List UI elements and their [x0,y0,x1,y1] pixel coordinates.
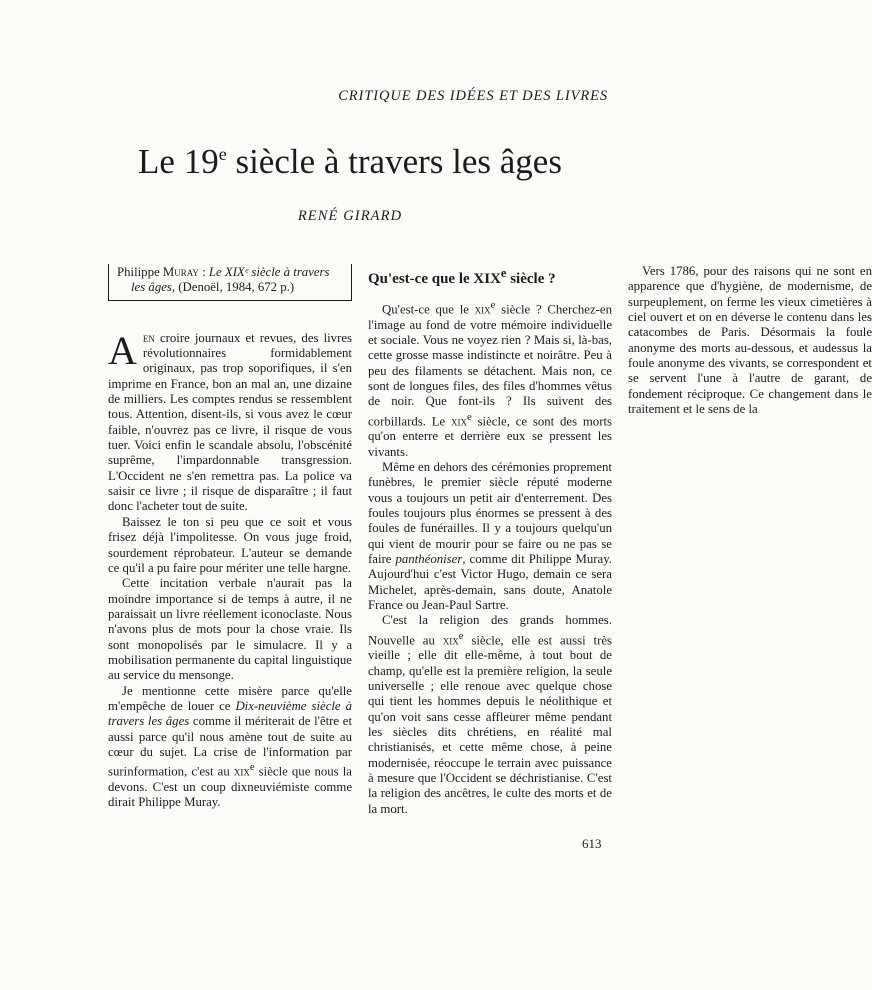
running-head: CRITIQUE DES IDÉES ET DES LIVRES [338,88,608,104]
p4-text-c: siècle que nous la devons. C'est un coup dixneuviémiste comme dirait Philippe Muray. [108,764,352,810]
p5-text-c: siècle, ce sont des morts qu'on enterre et derrière eux se pressent les vivants. [368,413,612,459]
article-title [0,142,700,182]
paragraph-7 [368,613,612,817]
heading-sup: e [500,266,507,280]
paragraph-5-start [368,298,612,460]
p7-century: xix [442,633,459,648]
p4-century: xix [233,764,250,779]
paragraph-1 [108,327,352,515]
p4-italic-title: Dix-neuvième siècle à travers les âges [108,698,352,729]
reference-author-last: Muray [162,265,199,279]
p4-text-a: Je mentionne cette misère parce qu'elle m'empêche de louer ce [108,683,352,713]
reference-book-title: Le XIXᵉ siècle à travers les âges, [131,265,330,295]
title-superscript: e [218,144,227,164]
reference-author-first: Philippe [117,265,163,279]
paragraph-3: Cette incitation verbale n'aurait pas la moindre importance si de temps à autre, il ne paraissait un livre réellement iconoclaste. Nous n'avons plus de mots pour la chose vraie. Ils sont monopolisés par le simulacre. Il y a mobilisation permanente du capital linguistique au service du mensonge. [108,576,352,683]
p5-text-b: siècle ? Cherchez-en l'image au fond de votre mémoire individuelle et sociale. Vous ne voyez rien ? Mais si, là-bas, cette grosse masse indistincte et noirâtre. Peu à peu des filaments se détachent. Mais non, ce sont de longues files, des files d'hommes vêtus de noir. Que font-ils ? Ils suivent des corbillards. Le [368,302,613,428]
paragraph-8 [628,264,872,417]
heading-text-a: Qu'est-ce que le XIX [368,271,501,287]
p7-century-sup: e [458,630,464,642]
left-column [108,264,872,834]
paragraph-4 [108,684,352,811]
p6-italic: panthéoniser [395,552,463,567]
section-heading [368,264,612,288]
book-reference [117,265,343,296]
paragraph-6 [368,460,612,613]
book-reference-box [108,264,352,301]
page-number: 613 [582,836,602,851]
p5-century-sup: e [490,300,496,311]
p1-text: croire journaux et revues, des livres révolutionnaires formidablement originaux, pas trop soporifiques, il s'en imprime en France, bon an mal an, une dizaine de milliers. Les comptes rendus se ressemblent tous. Attention, disent-ils, si vous avez le cœur faible, n'ouvrez pas ce livre, il risque de vous tuer. Voici enfin le scandale absolu, l'obscénité suprême, l'impardonnable transgression. L'Occident ne s'en remettra pas. La police va saisir ce livre ; il risque de disparaître ; il faut donc l'acheter tout de suite. [108,330,352,514]
p7-text-a: C'est la religion des grands hommes. Nouvelle au [368,613,612,648]
title-part-2: siècle à travers les âges [226,142,562,181]
p6-text-a: Même en dehors des cérémonies proprement funèbres, le premier siècle réputé moderne vous a toujours un petit air d'enterrement. Des foules toujours plus énormes se pressent à des foules de funérailles. Il y a toujours quelqu'un qui vient de mourir pour se faire ou ne pas se faire [368,459,612,567]
p8-text: Vers 1786, pour des raisons qui ne sont en apparence que d'hygiène, de modernisme, de surpeuplement, on ferme les vieux cimetières à ciel ouvert et on en déverse le contenu dans les catacombes de Paris. Désormais la foule anonyme des morts au-dessous, et audessus la foule anonyme des vivants, se correspondent et se servent l'une à l'autre de garant, de fondement réciproque. Ce changement dans le traitement et le sens de la [628,264,872,417]
p5-century: xix [474,302,491,317]
article-author: RENÉ GIRARD [297,208,403,224]
p1-lead-word: en [142,330,155,345]
p4-century-sup: e [249,762,255,774]
p5-text-a: Qu'est-ce que le [382,302,475,317]
p6-text-b: , comme dit Philippe Muray. Aujourd'hui c'est Victor Hugo, demain ce sera Michelet, après-demain, sans doute, Anatole France ou Jean-Paul Sartre. [368,552,612,613]
p5-century-2: xix [451,413,468,428]
reference-details: (Denoël, 1984, 672 p.) [175,280,295,295]
drop-cap: A [108,327,137,373]
heading-text-b: siècle ? [506,271,556,287]
paragraph-2: Baissez le ton si peu que ce soit et vous frisez déjà l'impolitesse. On vous juge froid, sourdement réprobateur. L'auteur se demande ce qu'il a pu faire pour mériter une telle hargne. [108,514,352,575]
p7-text-b: siècle, elle est aussi très vieille ; elle dit elle-même, à tout bout de champ, qu'elle est la première religion, la seule universelle ; elle renoue avec quelque chose qui tient les hommes depuis le néolithique et qu'on voit sans cesse affleurer même pendant les siècles dits chrétiens, en réalité mal christianisés, et cette même chose, à peine modernisée, réoccupe le terrain avec puissance à mesure que l'Occident se déchristianise. C'est la religion des ancêtres, le culte des morts et de la mort. [368,633,612,816]
title-part-1: Le 19 [138,142,219,181]
p5-century-sup-2: e [467,411,472,423]
reference-separator: : [198,265,209,279]
p4-text-b: comme il mériterait de l'être et aussi parce qu'il nous amène tout de suite au cœur du sujet. La crise de l'information par surinformation, c'est au [108,714,353,779]
